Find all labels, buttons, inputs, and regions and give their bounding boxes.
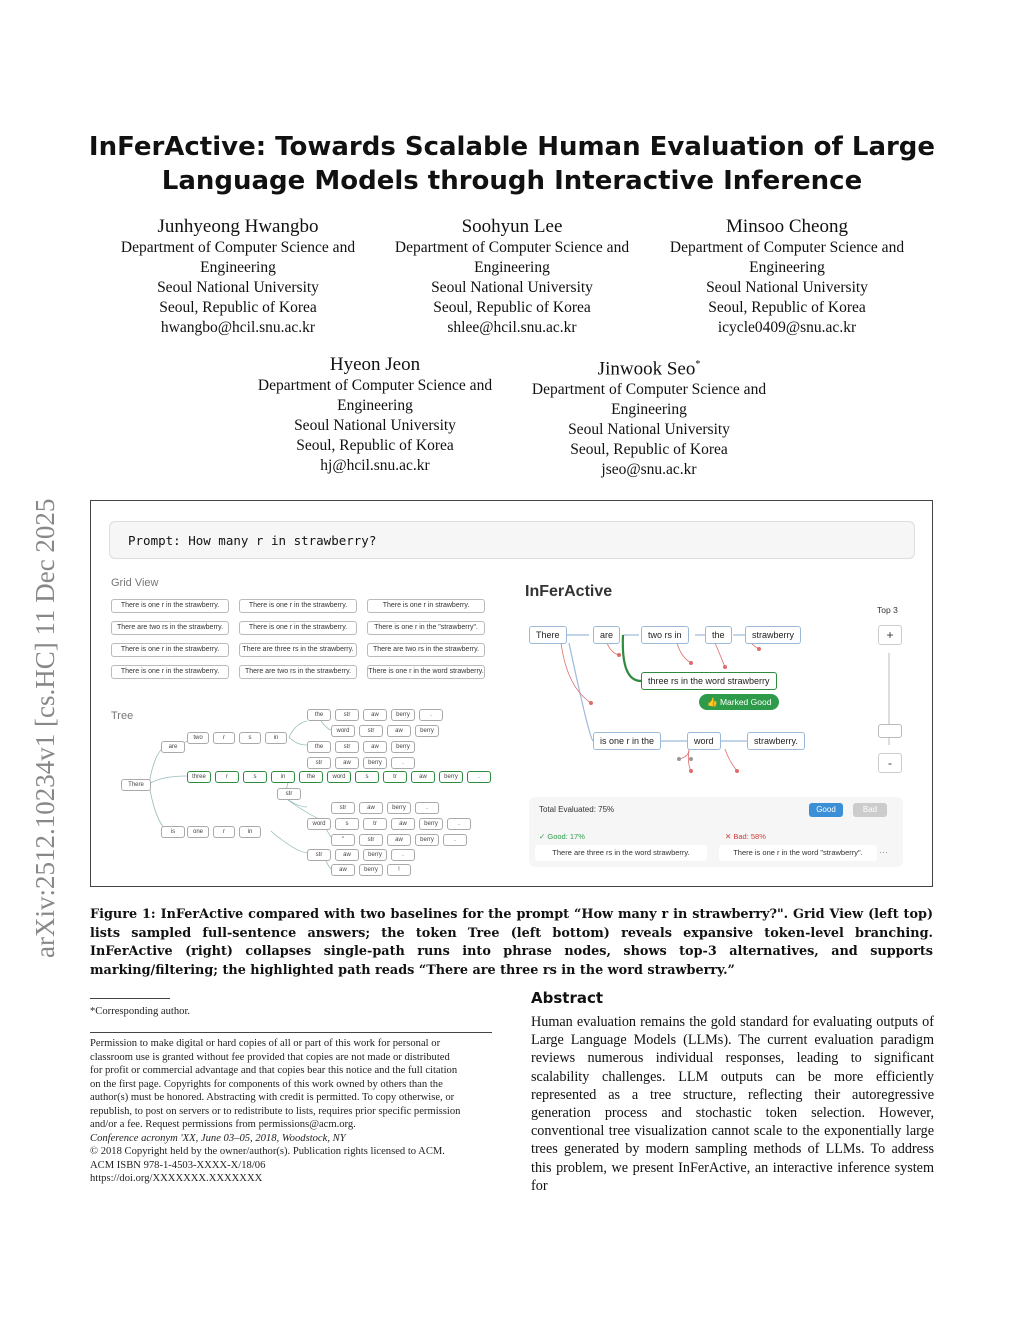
good-button[interactable]: Good bbox=[809, 803, 843, 817]
tree-token[interactable]: the bbox=[307, 741, 331, 753]
author-name-text: Jinwook Seo bbox=[597, 358, 696, 380]
tree-token[interactable]: r bbox=[215, 771, 239, 783]
author-location: Seoul, Republic of Korea bbox=[570, 441, 728, 459]
tree-token[interactable]: str bbox=[331, 802, 355, 814]
title-line-2: Language Models through Interactive Inference bbox=[161, 166, 863, 196]
author-email[interactable]: hwangbo@hcil.snu.ac.kr bbox=[160, 319, 316, 336]
grid-cell[interactable]: There are three rs in the strawberry. bbox=[239, 643, 357, 657]
author-dept: Engineering bbox=[749, 259, 825, 276]
tree-token[interactable]: s bbox=[335, 818, 359, 830]
author-univ: Seoul National University bbox=[431, 279, 593, 296]
copyright-line: © 2018 Copyright held by the owner/author(s). Publication rights licensed to ACM. bbox=[90, 1146, 445, 1157]
node-three-rs-highlighted[interactable]: three rs in the word strawberry bbox=[641, 672, 777, 690]
zoom-out-button[interactable]: - bbox=[878, 753, 902, 773]
good-example[interactable]: There are three rs in the word strawberry. bbox=[535, 845, 707, 861]
isbn-line: ACM ISBN 978-1-4503-XXXX-X/18/06 bbox=[90, 1159, 266, 1171]
figure-caption: Figure 1: InFerActive compared with two baselines for the prompt “How many r in strawberry?". Grid View (left top) lists sampled full-sentence answers; the token Tree (left bottom) reveals expansive token-level branching. InFerActive (right) collapses single-path runs into phrase nodes, shows top-3 alternatives, and supports marking/filtering; the highlighted path reads “There are three rs in the word strawberry.” bbox=[90, 907, 933, 978]
author-location: Seoul, Republic of Korea bbox=[159, 299, 317, 316]
tree-token[interactable]: str bbox=[307, 757, 331, 769]
grid-cell[interactable]: There is one r in the "strawberry". bbox=[367, 621, 485, 635]
tree-token[interactable]: are bbox=[161, 741, 185, 753]
author-location: Seoul, Republic of Korea bbox=[708, 299, 866, 316]
tree-token[interactable]: aw bbox=[331, 864, 355, 876]
tree-token[interactable]: aw bbox=[411, 771, 435, 783]
tree-token[interactable]: ! bbox=[387, 864, 411, 876]
author-location: Seoul, Republic of Korea bbox=[433, 299, 591, 316]
tree-token[interactable]: . bbox=[415, 802, 439, 814]
grid-cell[interactable]: There are two rs in the strawberry. bbox=[367, 643, 485, 657]
zoom-in-button[interactable]: + bbox=[878, 625, 902, 645]
more-icon[interactable]: ··· bbox=[879, 847, 888, 857]
evaluation-summary bbox=[529, 797, 903, 867]
tree-token[interactable]: r bbox=[213, 826, 235, 838]
corresponding-mark: * bbox=[695, 359, 701, 370]
permission-line: author(s) must be honored. Abstracting with credit is permitted. To copy otherwise, or bbox=[90, 1092, 455, 1103]
permission-line: republish, to post on servers or to redistribute to lists, requires prior specific permission bbox=[90, 1105, 461, 1117]
bad-button[interactable]: Bad bbox=[853, 803, 887, 817]
conference-line: Conference acronym 'XX, June 03–05, 2018, Woodstock, NY bbox=[90, 1132, 346, 1144]
tree-token[interactable]: berry bbox=[419, 818, 443, 830]
grid-view-label: Grid View bbox=[111, 577, 159, 589]
abstract-heading: Abstract bbox=[531, 989, 604, 1007]
grid-cell[interactable]: There is one r in the strawberry. bbox=[111, 643, 229, 657]
author-dept: Engineering bbox=[611, 401, 687, 419]
node-strawberry[interactable]: strawberry bbox=[745, 626, 801, 644]
tree-token[interactable]: aw bbox=[363, 709, 387, 721]
author-dept: Engineering bbox=[337, 397, 413, 414]
permission-line: and/or a fee. Request permissions from permissions@acm.org. bbox=[90, 1119, 356, 1130]
tree-token[interactable]: . bbox=[447, 818, 471, 830]
tree-token[interactable]: . bbox=[443, 834, 467, 846]
tree-token[interactable]: the bbox=[307, 709, 331, 721]
tree-token[interactable]: berry bbox=[359, 864, 383, 876]
tree-token[interactable]: tr bbox=[363, 818, 387, 830]
top-k-label: Top 3 bbox=[877, 605, 898, 615]
grid-cell[interactable]: There are two rs in the strawberry. bbox=[111, 621, 229, 635]
bad-example[interactable]: There is one r in the word "strawberry". bbox=[719, 845, 877, 861]
author-dept: Department of Computer Science and bbox=[120, 239, 356, 256]
paper-title bbox=[80, 130, 944, 198]
author-block bbox=[100, 216, 376, 338]
tree-token[interactable]: three bbox=[187, 771, 211, 783]
author-dept: Department of Computer Science and bbox=[257, 377, 493, 394]
tree-token[interactable]: " bbox=[331, 834, 355, 846]
node-is-one-r-in-the[interactable]: is one r in the bbox=[593, 732, 661, 750]
permission-line: classroom use is granted without fee provided that copies are not made or distributed bbox=[90, 1051, 450, 1063]
author-dept: Department of Computer Science and bbox=[531, 381, 767, 399]
tree-token[interactable]: word bbox=[327, 771, 351, 783]
author-name: Minsoo Cheong bbox=[726, 216, 848, 237]
node-word[interactable]: word bbox=[687, 732, 721, 750]
grid-cell[interactable]: There is one r in the strawberry. bbox=[111, 599, 229, 613]
inferactive-edges bbox=[91, 501, 934, 801]
tree-token[interactable]: word bbox=[331, 725, 355, 737]
tree-token[interactable]: str bbox=[359, 834, 383, 846]
author-univ: Seoul National University bbox=[568, 421, 730, 439]
inferactive-title: InFerActive bbox=[525, 583, 613, 600]
tree-token[interactable]: str bbox=[359, 725, 383, 737]
author-email[interactable]: shlee@hcil.snu.ac.kr bbox=[447, 319, 577, 336]
tree-token[interactable]: aw bbox=[363, 741, 387, 753]
doi-link[interactable]: https://doi.org/XXXXXXX.XXXXXXX bbox=[90, 1173, 263, 1184]
author-block bbox=[374, 216, 650, 338]
author-univ: Seoul National University bbox=[157, 279, 319, 296]
tree-token[interactable]: is bbox=[161, 826, 185, 838]
tree-token[interactable]: . bbox=[467, 771, 491, 783]
tree-token[interactable]: one bbox=[187, 826, 209, 838]
author-block bbox=[237, 354, 513, 476]
node-the[interactable]: the bbox=[705, 626, 732, 644]
tree-token[interactable]: s bbox=[239, 732, 261, 744]
bad-percentage: ✕ Bad: 58% bbox=[725, 832, 766, 841]
node-there[interactable]: There bbox=[529, 626, 567, 644]
tree-token[interactable]: berry bbox=[439, 771, 463, 783]
tree-token[interactable]: berry bbox=[415, 834, 439, 846]
author-name: Soohyun Lee bbox=[461, 216, 563, 237]
author-location: Seoul, Republic of Korea bbox=[296, 437, 454, 454]
tree-token[interactable]: There bbox=[121, 779, 151, 791]
tree-token[interactable]: berry bbox=[387, 802, 411, 814]
footnote-rule bbox=[90, 998, 170, 999]
author-name: Hyeon Jeon bbox=[329, 354, 421, 375]
tree-token[interactable]: aw bbox=[387, 725, 411, 737]
good-percentage: ✓ Good: 17% bbox=[539, 832, 585, 841]
tree-token[interactable]: s bbox=[355, 771, 379, 783]
tree-token[interactable]: berry bbox=[363, 849, 387, 861]
tree-label: Tree bbox=[111, 710, 134, 722]
author-univ: Seoul National University bbox=[294, 417, 456, 434]
grid-cell[interactable]: There is one r in the strawberry. bbox=[111, 665, 229, 679]
arxiv-stamp-text: arXiv:2512.10234v1 [cs.HC] 11 Dec 2025 bbox=[30, 498, 60, 958]
grid-cell[interactable]: There are two rs in the strawberry. bbox=[239, 665, 357, 679]
author-block bbox=[649, 216, 925, 338]
tree-token[interactable]: aw bbox=[387, 834, 411, 846]
tree-token[interactable]: in bbox=[271, 771, 295, 783]
permission-rule bbox=[90, 1032, 492, 1033]
tree-token[interactable]: berry bbox=[415, 725, 439, 737]
grid-cell[interactable]: There is one r in the strawberry. bbox=[239, 599, 357, 613]
tree-token[interactable]: . bbox=[419, 709, 443, 721]
node-are[interactable]: are bbox=[593, 626, 620, 644]
tree-token[interactable]: tr bbox=[383, 771, 407, 783]
grid-cell[interactable]: There is one r in the word strawberry. bbox=[367, 665, 485, 679]
tree-token[interactable]: str bbox=[277, 788, 301, 800]
tree-token[interactable]: s bbox=[243, 771, 267, 783]
tree-token[interactable]: str bbox=[307, 849, 331, 861]
author-dept: Department of Computer Science and bbox=[394, 239, 630, 256]
author-name bbox=[511, 354, 787, 380]
title-line-1: InFerActive: Towards Scalable Human Evaluation of Large bbox=[88, 132, 936, 162]
author-email[interactable]: icycle0409@snu.ac.kr bbox=[717, 319, 857, 336]
tree-token[interactable]: berry bbox=[391, 741, 415, 753]
tree-token[interactable]: in bbox=[265, 732, 287, 744]
tree-token[interactable]: . bbox=[391, 757, 415, 769]
tree-token[interactable]: in bbox=[239, 826, 261, 838]
author-dept: Engineering bbox=[474, 259, 550, 276]
prompt-box: Prompt: How many r in strawberry? bbox=[109, 521, 915, 559]
author-dept: Engineering bbox=[200, 259, 276, 276]
tree-token[interactable]: r bbox=[213, 732, 235, 744]
tree-token[interactable]: aw bbox=[335, 849, 359, 861]
figure-1 bbox=[90, 500, 933, 887]
tree-token[interactable]: berry bbox=[391, 709, 415, 721]
tree-token[interactable]: berry bbox=[363, 757, 387, 769]
grid-cell[interactable]: There is one r in strawberry. bbox=[367, 599, 485, 613]
permission-block bbox=[90, 1037, 492, 1186]
arxiv-stamp bbox=[8, 370, 68, 960]
tree-token[interactable]: word bbox=[307, 818, 331, 830]
total-evaluated: Total Evaluated: 75% bbox=[539, 805, 615, 814]
author-block bbox=[511, 354, 787, 480]
author-dept: Department of Computer Science and bbox=[669, 239, 905, 256]
permission-line: for profit or commercial advantage and that copies bear this notice and the full citation bbox=[90, 1065, 458, 1076]
author-univ: Seoul National University bbox=[706, 279, 868, 296]
author-name: Junhyeong Hwangbo bbox=[157, 216, 319, 237]
tree-token[interactable]: str bbox=[335, 741, 359, 753]
tree-token[interactable]: aw bbox=[359, 802, 383, 814]
tree-token[interactable]: aw bbox=[335, 757, 359, 769]
node-strawberry-period[interactable]: strawberry. bbox=[747, 732, 805, 750]
permission-line: Permission to make digital or hard copies of all or part of this work for personal or bbox=[90, 1038, 441, 1049]
tree-token[interactable]: the bbox=[299, 771, 323, 783]
tree-token[interactable]: . bbox=[391, 849, 415, 861]
node-two-rs-in[interactable]: two rs in bbox=[641, 626, 689, 644]
abstract-text: Human evaluation remains the gold standard for evaluating outputs of Large Language Models (LLMs). The current evaluation paradigm reviews numerous individual responses, leading to significant scalability challenges. LLM outputs can be more efficiently represented as a tree structure, reflecting their autoregressive generation process and stochastic token selection. However, conventional tree visualization cannot scale to the exponentially large trees generated by modern sampling methods of LLMs. To address this problem, we present InFerActive, an interactive inference system for bbox=[531, 1014, 934, 1194]
author-email[interactable]: hj@hcil.snu.ac.kr bbox=[320, 457, 430, 474]
grid-cell[interactable]: There is one r in the strawberry. bbox=[239, 621, 357, 635]
marked-good-badge[interactable]: 👍 Marked Good bbox=[699, 694, 779, 710]
permission-line: on the first page. Copyrights for components of this work owned by others than the bbox=[90, 1078, 443, 1090]
tree-token[interactable]: str bbox=[335, 709, 359, 721]
tree-token[interactable]: aw bbox=[391, 818, 415, 830]
corresponding-author-note: *Corresponding author. bbox=[90, 1006, 191, 1017]
tree-token[interactable]: two bbox=[187, 732, 209, 744]
author-email[interactable]: jseo@snu.ac.kr bbox=[601, 461, 697, 479]
